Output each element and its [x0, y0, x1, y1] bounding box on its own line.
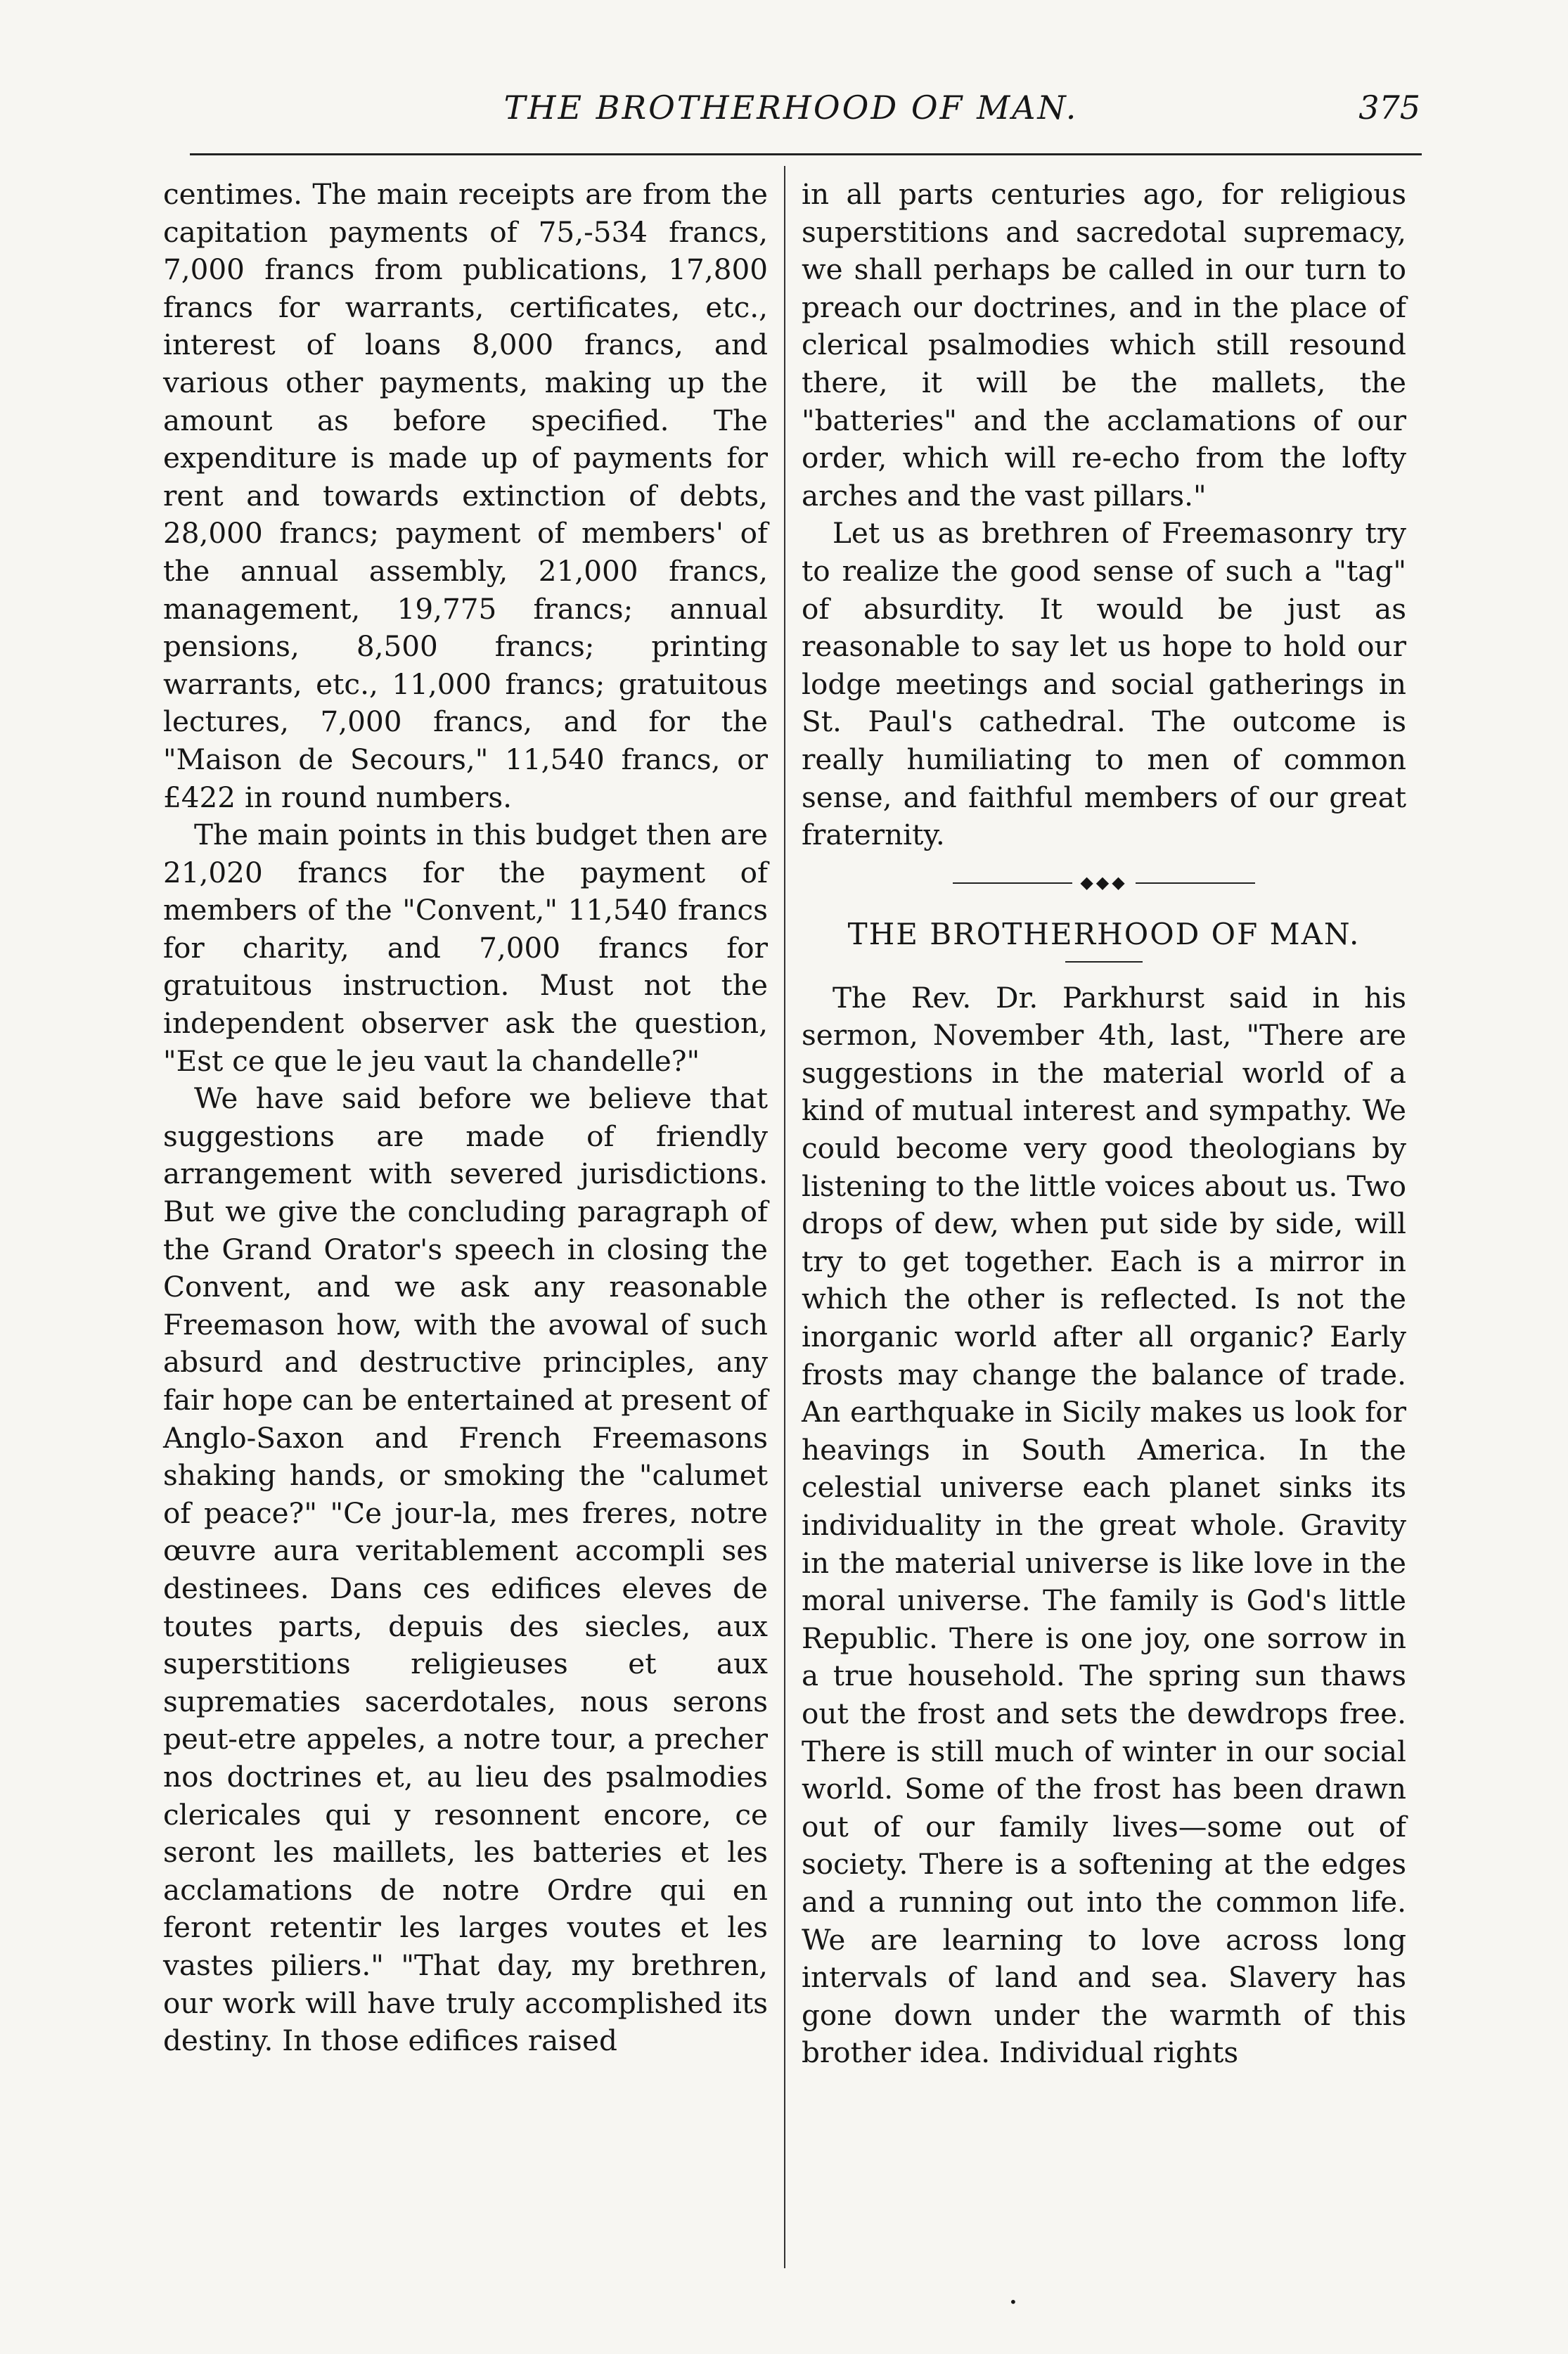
left-column: [163, 176, 768, 2271]
running-title: THE BROTHERHOOD OF MAN.: [503, 89, 1079, 127]
left-paragraph-1: centimes. The main receipts are from the capitation payments of 75,-534 francs, 7,000 francs from publications, 17,800 francs for warrants, certificates, etc., interest of loans 8,000 francs, and various other payments, making up the amount as before specified. The expenditure is made up of payments for rent and towards extinction of debts, 28,000 francs; payment of members' of the annual assembly, 21,000 francs, management, 19,775 francs; annual pensions, 8,500 francs; printing warrants, etc., 11,000 francs; gratuitous lectures, 7,000 francs, and for the "Maison de Secours," 11,540 francs, or £422 in round numbers.: [163, 177, 768, 814]
ornament-diamonds: ◆◆◆: [1080, 872, 1128, 892]
column-divider: [784, 166, 785, 2268]
section-ornament: [802, 854, 1406, 911]
right-column: [802, 176, 1406, 2271]
header-rule: [190, 153, 1422, 155]
right-paragraph-1: in all parts centuries ago, for religious superstitions and sacredotal supremacy, we shall perhaps be called in our turn to preach our doctrines, and in the place of clerical psalmodies which still resound there, it will be the mallets, the "batteries" and the acclamations of our order, which will re-echo from the lofty arches and the vast pillars.": [802, 177, 1406, 513]
section-title-rule: [1065, 961, 1143, 963]
left-paragraph-2: The main points in this budget then are 21,020 francs for the payment of members of the "Convent," 11,540 francs for charity, and 7,000 francs for gratuitous instruction. Must not the independent observer ask the question, "Est ce que le jeu vaut la chandelle?": [163, 818, 768, 1078]
ornament-rule-left: [953, 882, 1072, 884]
page-number: 375: [1358, 89, 1420, 127]
section-title: THE BROTHERHOOD OF MAN.: [847, 916, 1361, 951]
running-header: [162, 83, 1420, 139]
footer-mark: •: [1009, 2294, 1017, 2310]
ornament-rule-right: [1136, 882, 1255, 884]
right-paragraph-3: The Rev. Dr. Parkhurst said in his sermon, November 4th, last, "There are suggestions in the material world of a kind of mutual interest and sympathy. We could become very good theologians by listening to the little voices about us. Two drops of dew, when put side by side, will try to get together. Each is a mirror in which the other is reflected. Is not the inorganic world after all organic? Early frosts may change the balance of trade. An earthquake in Sicily makes us look for heavings in South America. In the celestial universe each planet sinks its individuality in the great whole. Gravity in the material universe is like love in the moral universe. The family is God's little Republic. There is one joy, one sorrow in a true household. The spring sun thaws out the frost and sets the dewdrops free. There is still much of winter in our social world. Some of the frost has been drawn out of our family lives—some out of society. There is a softening at the edges and a running out into the common life. We are learning to love across long intervals of land and sea. Slavery has gone down under the warmth of this brother idea. Individual rights: [802, 980, 1406, 2070]
left-paragraph-3: We have said before we believe that suggestions are made of friendly arrangement with severed jurisdictions. But we give the concluding paragraph of the Grand Orator's speech in closing the Convent, and we ask any reasonable Freemason how, with the avowal of such absurd and destructive principles, any fair hope can be entertained at present of Anglo-Saxon and French Freemasons shaking hands, or smoking the "calumet of peace?" "Ce jour-la, mes freres, notre œuvre aura veritablement accompli ses destinees. Dans ces edifices eleves de toutes parts, depuis des siecles, aux superstitions religieuses et aux suprematies sacerdotales, nous serons peut-etre appeles, a notre tour, a precher nos doctrines et, au lieu des psalmodies clericales qui y resonnent encore, ce seront les maillets, les batteries et les acclamations de notre Ordre qui en feront retentir les larges voutes et les vastes piliers." "That day, my brethren, our work will have truly accomplished its destiny. In those edifices raised: [163, 1081, 768, 2058]
right-paragraph-2: Let us as brethren of Freemasonry try to realize the good sense of such a "tag" of absurdity. It would be just as reasonable to say let us hope to hold our lodge meetings and social gatherings in St. Paul's cathedral. The outcome is really humiliating to men of common sense, and faithful members of our great fraternity.: [802, 516, 1406, 852]
